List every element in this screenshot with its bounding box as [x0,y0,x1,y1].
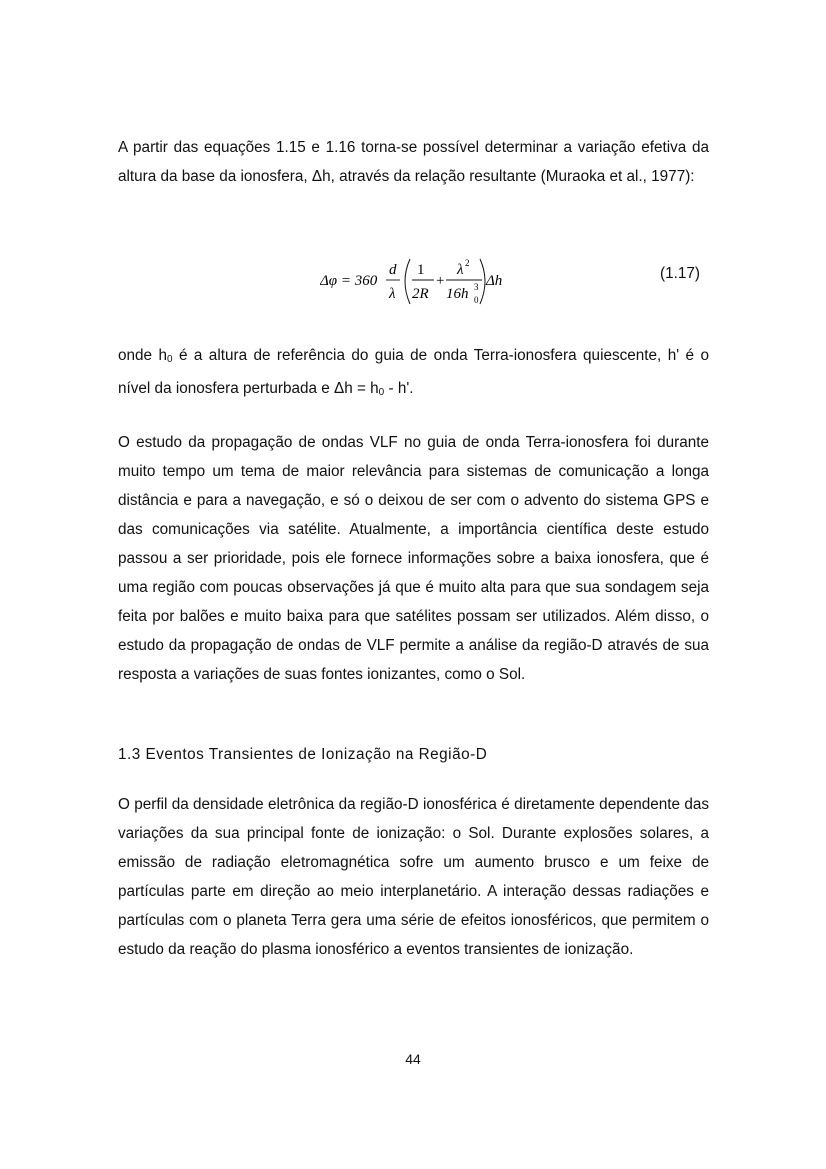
eq-frac2-den: 2R [412,286,429,302]
eq-left-paren [405,259,410,304]
p2-subscript-a: 0 [166,354,173,365]
eq-right-paren [480,259,485,304]
paragraph-intro: A partir das equações 1.15 e 1.16 torna-se possível determinar a variação efetiva da altura da base da ionosfera, Δh, através da relação resultante (Muraoka et al., 1977): [118,139,709,185]
p2-subscript-b: 0 [378,387,385,398]
eq-plus: + [436,273,445,289]
eq-frac3-num-sup: 2 [465,258,470,268]
paragraph-vlf-propagation: O estudo da propagação de ondas VLF no guia de onda Terra-ionosfera foi durante muito tempo um tema de maior relevância para sistemas de comunicação a longa distância e para a navegação, e só o deixou de ser com o advento do sistema GPS e das comunicações via satélite. Atualmente, a importância científica deste estudo passou a ser prioridade, pois ele fornece informações sobre a baixa ionosfera, que é uma região com poucas observações já que é muito alta para que sua sondagem seja feita por balões e muito baixa para que satélites possam ser utilizados. Além disso, o estudo da propagação de ondas de VLF permite a análise da região-D através de sua resposta a variações de suas fontes ionizantes, como o Sol. [118,434,709,683]
p2-text-a: onde h [118,347,167,364]
eq-frac3-den-sub: 0 [474,295,479,305]
equation-number: (1.17) [660,265,700,282]
eq-lhs: Δφ = 360 [320,273,378,289]
eq-frac1-num: d [389,262,397,278]
page-number: 44 [405,1051,421,1067]
paragraph-ionization: O perfil da densidade eletrônica da região-D ionosférica é diretamente dependente das variações da sua principal fonte de ionização: o Sol. Durante explosões solares, a emissão de radiação eletromagnética sofre um aumento brusco e um feixe de partículas parte em direção ao meio interplanetário. A interação dessas radiações e partículas com o planeta Terra gera uma série de efeitos ionosféricos, que permitem o estudo da reação do plasma ionosférico a eventos transientes de ionização. [118,796,709,958]
section-heading: 1.3 Eventos Transientes de Ionização na Região-D [118,746,488,763]
equation-1-17 [320,254,520,310]
eq-frac3-num: λ [457,262,464,278]
paragraph-definition [118,341,709,407]
p2-text-c: - h'. [384,380,414,397]
eq-frac3-den: 16h [446,286,469,302]
eq-frac3-den-sup: 3 [474,282,479,292]
eq-rhs: Δh [486,273,503,289]
eq-frac2-num: 1 [417,262,425,278]
eq-frac1-den: λ [389,286,396,302]
p2-text-b: é a altura de referência do guia de onda Terra-ionosfera quiescente, h' é o nível da ionosfera perturbada e Δh = h [118,347,709,397]
